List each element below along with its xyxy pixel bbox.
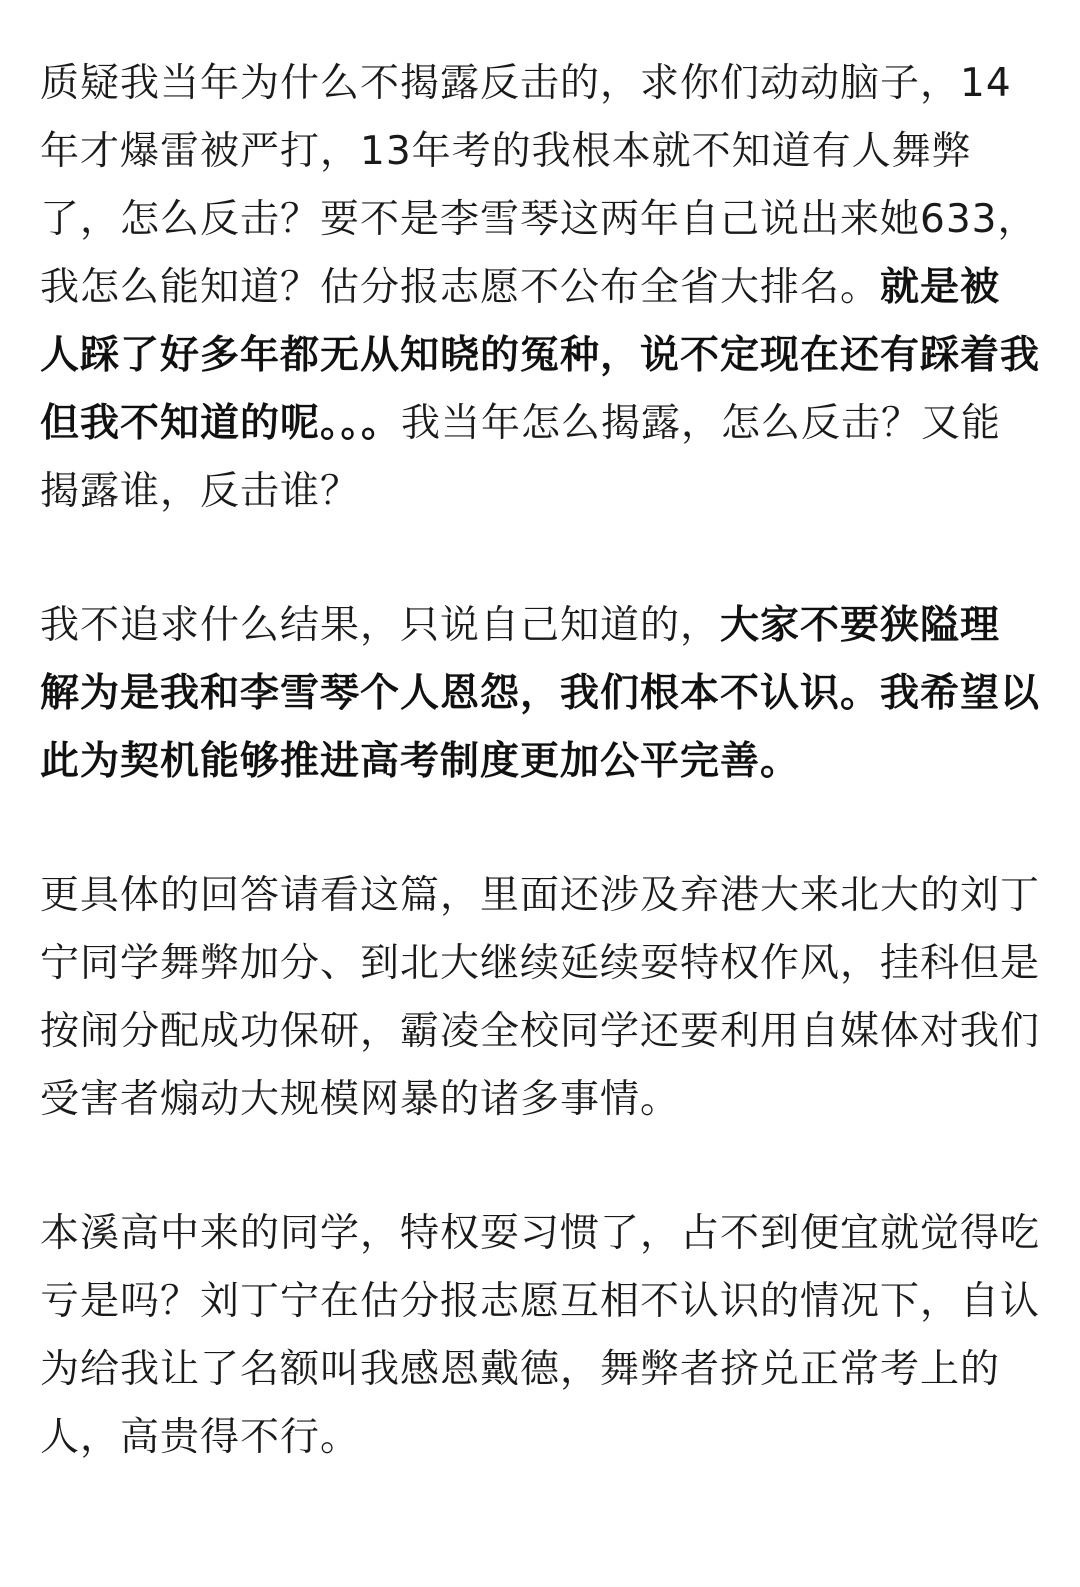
paragraph-2-text-bold: 大家不要狭隘理解为是我和李雪琴个人恩怨，我们根本不认识。我希望以此为契机能够推进高考制度更加公平完善。 (40, 603, 1041, 784)
paragraph-4-text: 本溪高中来的同学，特权耍习惯了，占不到便宜就觉得吃亏是吗？刘丁宁在估分报志愿互相不认识的情况下，自认为给我让了名额叫我感恩戴德，舞弊者挤兑正常考上的人，高贵得不行。 (40, 1211, 1041, 1460)
paragraph-2 (40, 592, 1040, 796)
paragraph-3 (40, 862, 1040, 1134)
paragraph-3-text: 更具体的回答请看这篇，里面还涉及弃港大来北大的刘丁宁同学舞弊加分、到北大继续延续耍特权作风，挂科但是按闹分配成功保研，霸凌全校同学还要利用自媒体对我们受害者煽动大规模网暴的诸多事情。 (40, 873, 1041, 1122)
paragraph-1-text-a: 质疑我当年为什么不揭露反击的，求你们动动脑子，14年才爆雷被严打，13年考的我根本就不知道有人舞弊了，怎么反击？要不是李雪琴这两年自己说出来她633，我怎么能知道？估分报志愿不公布全省大排名。 (40, 61, 1038, 310)
paragraph-1-text-b: 我当年怎么揭露，怎么反击？又能揭露谁，反击谁？ (40, 401, 1002, 514)
article-body (40, 50, 1040, 1538)
paragraph-1 (40, 50, 1040, 526)
paragraph-2-text-a: 我不追求什么结果，只说自己知道的， (40, 603, 721, 648)
paragraph-4 (40, 1200, 1040, 1472)
paragraph-1-text-bold: 就是被人踩了好多年都无从知晓的冤种，说不定现在还有踩着我但我不知道的呢。。。 (40, 265, 1041, 446)
